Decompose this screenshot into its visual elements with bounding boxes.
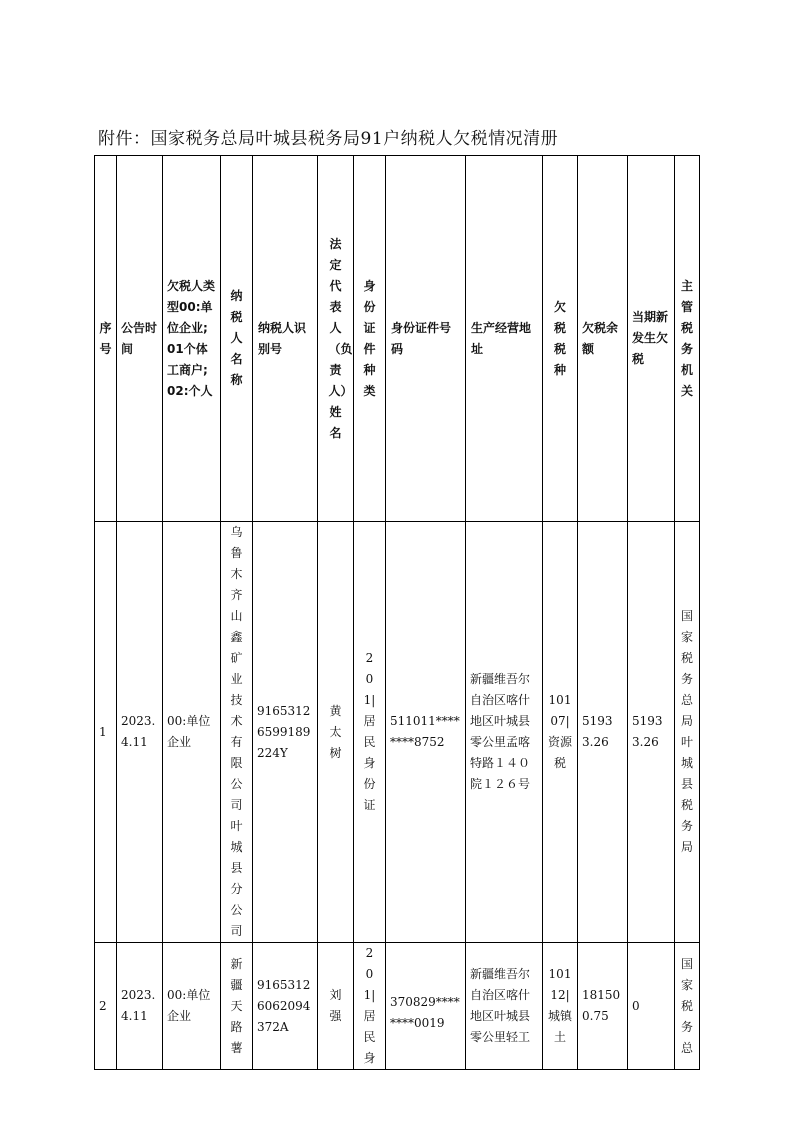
header-seq: 序号	[95, 156, 117, 522]
cell-new-arrears: 51933.26	[628, 522, 675, 943]
cell-balance: 51933.26	[578, 522, 628, 943]
cell-tax-id: 91653126599189224Y	[253, 522, 318, 943]
cell-name: 新疆天路薯	[221, 943, 253, 1070]
table-row	[95, 943, 700, 1070]
cell-type: 00:单位企业	[163, 943, 221, 1070]
cell-id-no: 370829********0019	[386, 943, 466, 1070]
cell-address: 新疆维吾尔自治区喀什地区叶城县零公里轻工	[466, 943, 543, 1070]
cell-tax-kind: 10112|城镇土	[543, 943, 578, 1070]
cell-date: 2023.4.11	[117, 943, 163, 1070]
cell-seq: 2	[95, 943, 117, 1070]
cell-date: 2023.4.11	[117, 522, 163, 943]
cell-tax-id: 91653126062094372A	[253, 943, 318, 1070]
header-type: 欠税人类型00:单位企业;01个体工商户;02:个人	[163, 156, 221, 522]
header-new-arrears: 当期新发生欠税	[628, 156, 675, 522]
cell-address: 新疆维吾尔自治区喀什地区叶城县零公里孟喀特路１４０院１２６号	[466, 522, 543, 943]
cell-legal-rep: 刘强	[318, 943, 354, 1070]
header-date: 公告时间	[117, 156, 163, 522]
cell-legal-rep: 黄太树	[318, 522, 354, 943]
cell-authority: 国家税务总	[675, 943, 700, 1070]
header-legal-rep: 法定代表人（负责人）姓名	[318, 156, 354, 522]
cell-name: 乌鲁木齐山鑫矿业技术有限公司叶城县分公司	[221, 522, 253, 943]
cell-balance: 181500.75	[578, 943, 628, 1070]
header-name: 纳税人名称	[221, 156, 253, 522]
header-address: 生产经营地址	[466, 156, 543, 522]
arrears-table	[94, 155, 700, 1070]
cell-id-type: 201|居民身份证	[354, 522, 386, 943]
page-title: 附件：国家税务总局叶城县税务局91户纳税人欠税情况清册	[98, 129, 559, 149]
cell-id-type: 201|居民身	[354, 943, 386, 1070]
cell-id-no: 511011********8752	[386, 522, 466, 943]
header-authority: 主管税务机关	[675, 156, 700, 522]
header-balance: 欠税余额	[578, 156, 628, 522]
cell-seq: 1	[95, 522, 117, 943]
header-tax-id: 纳税人识别号	[253, 156, 318, 522]
header-id-no: 身份证件号码	[386, 156, 466, 522]
header-row	[95, 156, 700, 522]
cell-authority: 国家税务总局叶城县税务局	[675, 522, 700, 943]
header-id-type: 身份证件种类	[354, 156, 386, 522]
header-tax-kind: 欠税税种	[543, 156, 578, 522]
table-row	[95, 522, 700, 943]
cell-type: 00:单位企业	[163, 522, 221, 943]
cell-tax-kind: 10107|资源税	[543, 522, 578, 943]
cell-new-arrears: 0	[628, 943, 675, 1070]
